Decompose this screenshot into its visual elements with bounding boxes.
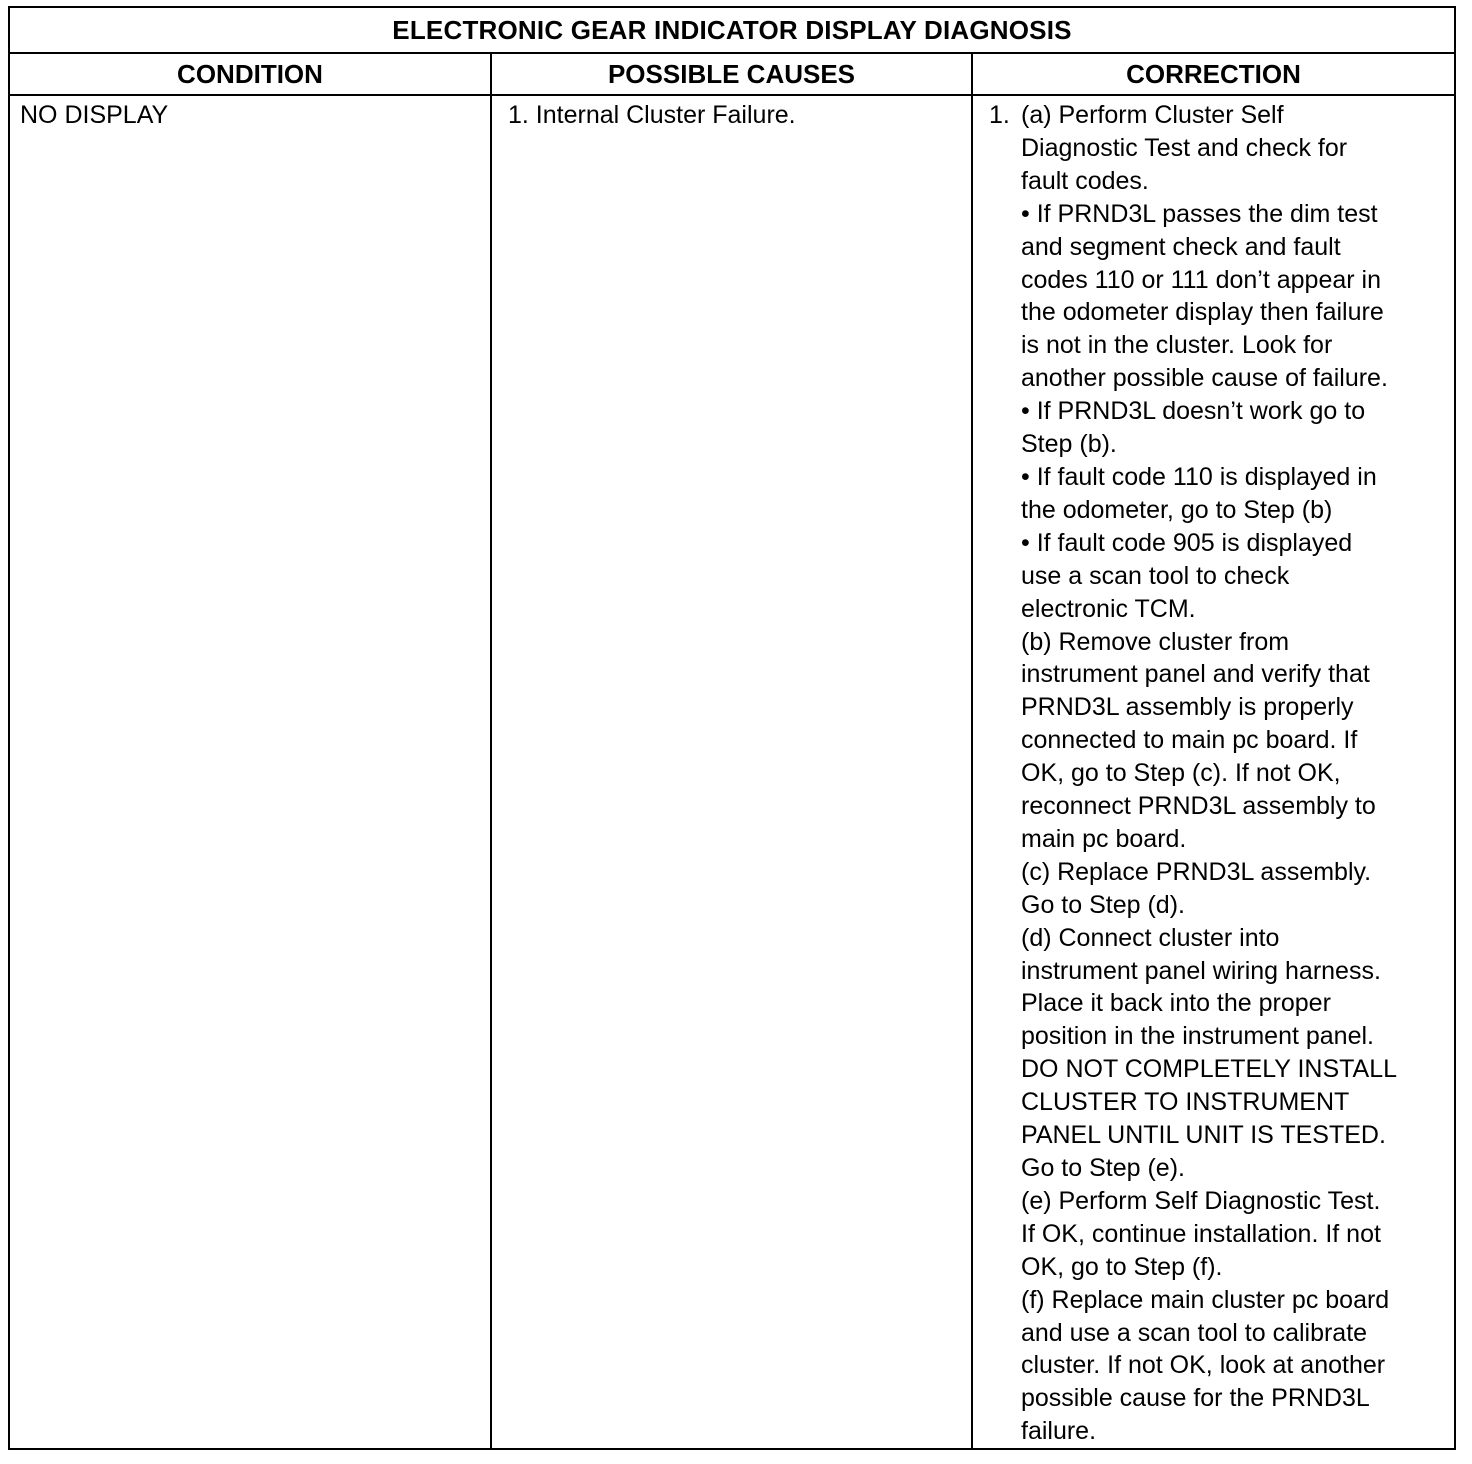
correction-line: the odometer, go to Step (b) — [1021, 495, 1333, 524]
correction-text — [973, 96, 1454, 1448]
correction-line: and use a scan tool to calibrate — [1021, 1318, 1368, 1347]
correction-line: PANEL UNTIL UNIT IS TESTED. — [1021, 1121, 1386, 1150]
correction-line: cluster. If not OK, look at another — [1021, 1351, 1386, 1380]
cause-text: 1. Internal Cluster Failure. — [508, 101, 796, 129]
correction-line: and segment check and fault — [1021, 232, 1341, 261]
correction-line: OK, go to Step (f). — [1021, 1252, 1223, 1281]
table-title: ELECTRONIC GEAR INDICATOR DISPLAY DIAGNOSIS — [9, 7, 1455, 53]
header-possible-causes: POSSIBLE CAUSES — [491, 53, 972, 95]
correction-line: (d) Connect cluster into — [1021, 923, 1280, 952]
correction-line: CLUSTER TO INSTRUMENT — [1021, 1088, 1350, 1117]
correction-line: use a scan tool to check — [1021, 561, 1290, 590]
cause-cell — [491, 95, 972, 1449]
condition-cell — [9, 95, 491, 1449]
table-row — [9, 95, 1455, 1449]
correction-line: PRND3L assembly is properly — [1021, 693, 1354, 722]
correction-line: fault codes. — [1021, 166, 1149, 195]
correction-line: • If fault code 905 is displayed — [1021, 528, 1353, 557]
correction-line: codes 110 or 111 don’t appear in — [1021, 265, 1381, 294]
correction-line: another possible cause of failure. — [1021, 364, 1388, 393]
correction-cell — [972, 95, 1455, 1449]
title-row — [9, 7, 1455, 53]
correction-line: Place it back into the proper — [1021, 989, 1331, 1018]
correction-line: (f) Replace main cluster pc board — [1021, 1285, 1390, 1314]
correction-line: connected to main pc board. If — [1021, 726, 1358, 755]
correction-line: Go to Step (d). — [1021, 890, 1185, 919]
correction-line: main pc board. — [1021, 824, 1187, 853]
correction-line: Step (b). — [1021, 430, 1117, 459]
correction-line: position in the instrument panel. — [1021, 1022, 1374, 1051]
correction-line: (b) Remove cluster from — [1021, 627, 1290, 656]
correction-line: OK, go to Step (c). If not OK, — [1021, 759, 1341, 788]
correction-line: DO NOT COMPLETELY INSTALL — [1021, 1055, 1398, 1084]
header-row — [9, 53, 1455, 95]
correction-line: (c) Replace PRND3L assembly. — [1021, 857, 1372, 886]
condition-text: NO DISPLAY — [20, 101, 169, 129]
correction-line: (e) Perform Self Diagnostic Test. — [1021, 1186, 1381, 1215]
correction-lines — [1021, 99, 1448, 1448]
correction-line: reconnect PRND3L assembly to — [1021, 792, 1376, 821]
correction-line: the odometer display then failure — [1021, 298, 1384, 327]
correction-line: instrument panel wiring harness. — [1021, 956, 1381, 985]
correction-line: electronic TCM. — [1021, 594, 1196, 623]
correction-line: If OK, continue installation. If not — [1021, 1219, 1381, 1248]
diagnosis-table — [8, 6, 1456, 1450]
correction-line: Diagnostic Test and check for — [1021, 133, 1348, 162]
correction-line: possible cause for the PRND3L — [1021, 1384, 1370, 1413]
correction-line: • If fault code 110 is displayed in — [1021, 462, 1377, 491]
correction-line: Go to Step (e). — [1021, 1154, 1185, 1182]
correction-line: instrument panel and verify that — [1021, 660, 1370, 689]
correction-line: failure. — [1021, 1417, 1097, 1446]
header-condition: CONDITION — [9, 53, 491, 95]
correction-line: • If PRND3L doesn’t work go to — [1021, 397, 1366, 426]
correction-line: (a) Perform Cluster Self — [1021, 101, 1284, 129]
header-correction: CORRECTION — [972, 53, 1455, 95]
correction-number: 1. — [989, 101, 1010, 129]
correction-line: • If PRND3L passes the dim test — [1021, 199, 1378, 228]
correction-line: is not in the cluster. Look for — [1021, 331, 1333, 360]
